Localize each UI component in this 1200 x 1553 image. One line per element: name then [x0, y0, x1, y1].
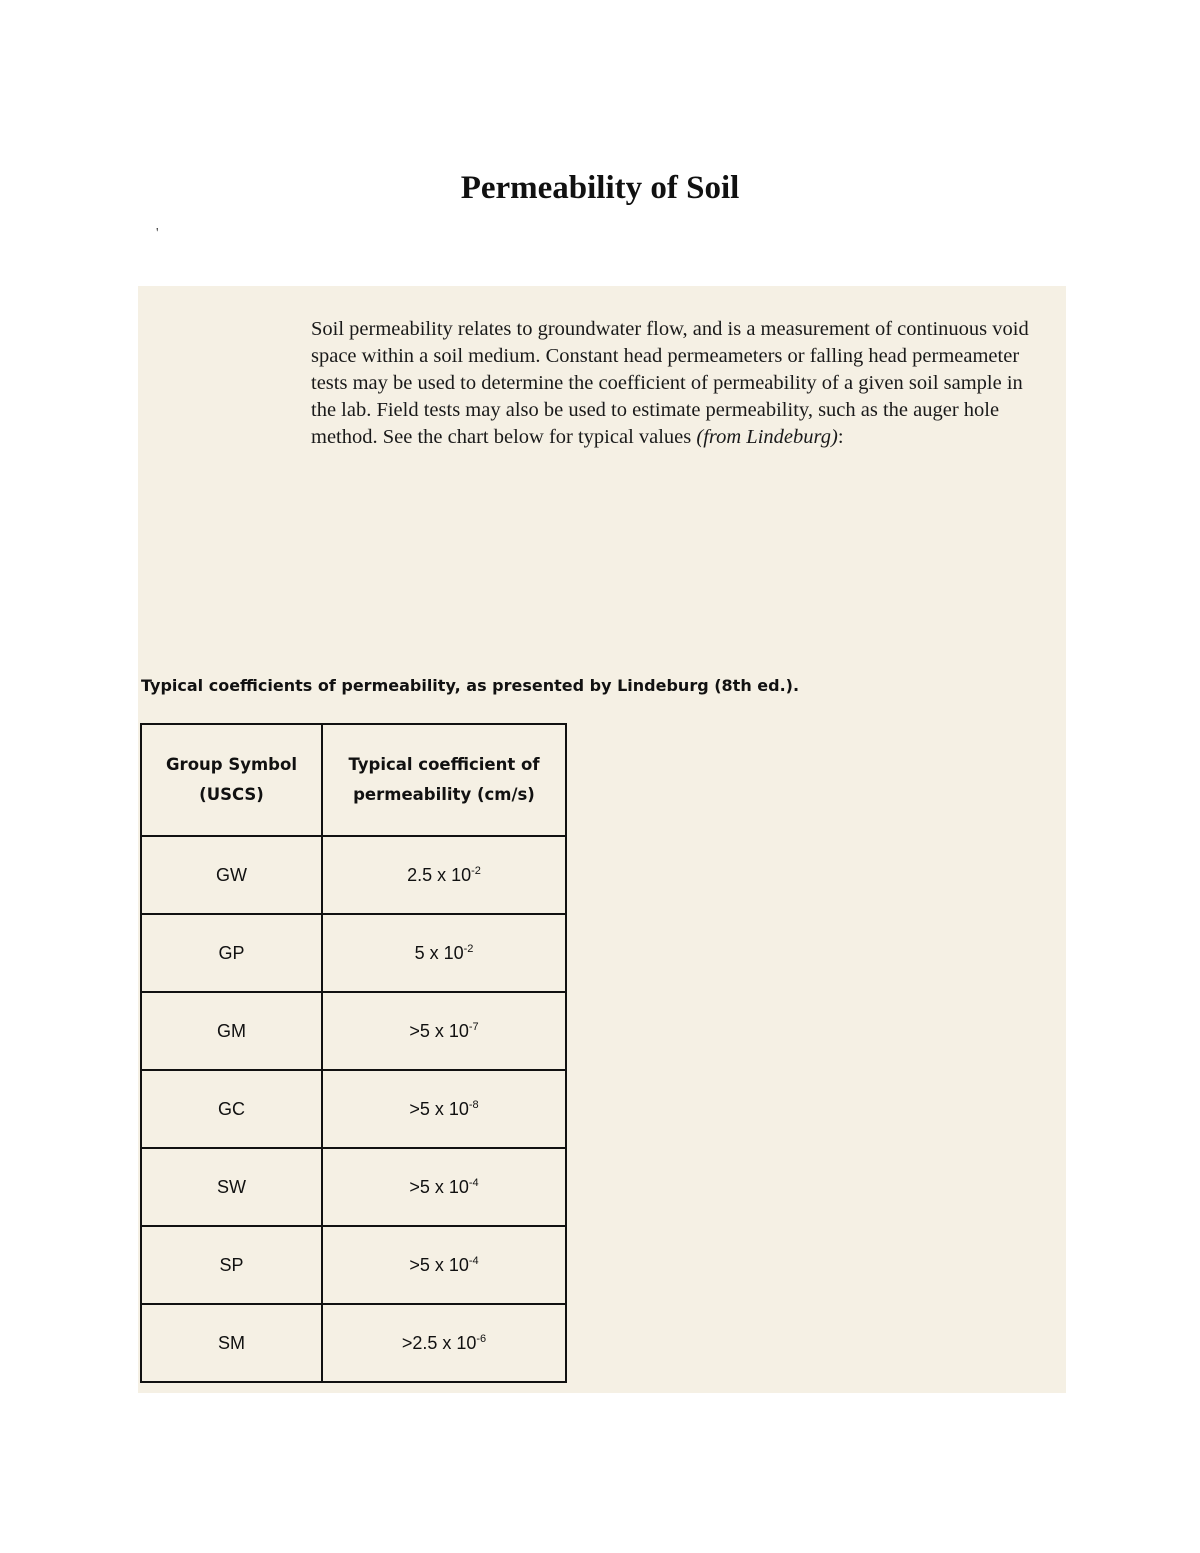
coef-exponent: -6	[476, 1332, 487, 1345]
coef-base: >5 x 10	[409, 1098, 469, 1119]
intro-text: Soil permeability relates to groundwater flow, and is a measurement of continuous void space within a soil medium. Constant head permeameters or falling head permeameter tests may be used to determine the coefficient of permeability of a given soil sample in the lab. Field tests may also be used to estimate permeability, such as the auger hole method. See the chart below for typical values	[311, 318, 1029, 448]
table-row	[141, 1304, 566, 1382]
coef-exponent: -4	[468, 1254, 479, 1267]
table-row	[141, 992, 566, 1070]
table-caption: Typical coefficients of permeability, as presented by Lindeburg (8th ed.).	[141, 676, 800, 695]
table-row	[141, 914, 566, 992]
table-row	[141, 1070, 566, 1148]
cell-coefficient	[322, 1304, 566, 1382]
header-group-line1: Group Symbol	[166, 755, 297, 774]
cell-coefficient	[322, 992, 566, 1070]
header-coef-line2: permeability (cm/s)	[353, 785, 535, 804]
coef-base: 2.5 x 10	[407, 864, 472, 885]
cell-symbol: SW	[141, 1148, 322, 1226]
intro-citation: (from Lindeburg)	[696, 426, 838, 448]
permeability-table	[140, 723, 567, 1383]
coef-base: >2.5 x 10	[401, 1332, 477, 1353]
cell-coefficient	[322, 1070, 566, 1148]
coef-exponent: -2	[471, 864, 481, 877]
header-coefficient	[322, 724, 566, 836]
coef-exponent: -7	[468, 1020, 479, 1033]
coef-exponent: -4	[468, 1176, 479, 1189]
coef-exponent: -2	[463, 942, 474, 955]
header-coef-line1: Typical coefficient of	[348, 755, 540, 774]
header-group-line2: (USCS)	[199, 785, 264, 804]
cell-symbol: SP	[141, 1226, 322, 1304]
intro-trailing: :	[837, 426, 844, 448]
coef-base: >5 x 10	[409, 1254, 469, 1275]
cell-coefficient	[322, 1226, 566, 1304]
cell-symbol: SM	[141, 1304, 322, 1382]
cell-coefficient	[322, 1148, 566, 1226]
table-row	[141, 1226, 566, 1304]
table-header-row	[141, 724, 566, 836]
page-title: Permeability of Soil	[460, 170, 740, 206]
intro-paragraph	[311, 316, 1051, 451]
cell-symbol: GC	[141, 1070, 322, 1148]
cell-coefficient	[322, 836, 566, 914]
cell-symbol: GM	[141, 992, 322, 1070]
table-row	[141, 1148, 566, 1226]
coef-exponent: -8	[468, 1098, 479, 1111]
stray-mark: '	[156, 226, 159, 241]
coef-base: >5 x 10	[409, 1020, 469, 1041]
cell-symbol: GW	[141, 836, 322, 914]
coef-base: 5 x 10	[414, 942, 464, 963]
coef-base: >5 x 10	[409, 1176, 469, 1197]
table-row	[141, 836, 566, 914]
header-group-symbol	[141, 724, 322, 836]
cell-coefficient	[322, 914, 566, 992]
cell-symbol: GP	[141, 914, 322, 992]
